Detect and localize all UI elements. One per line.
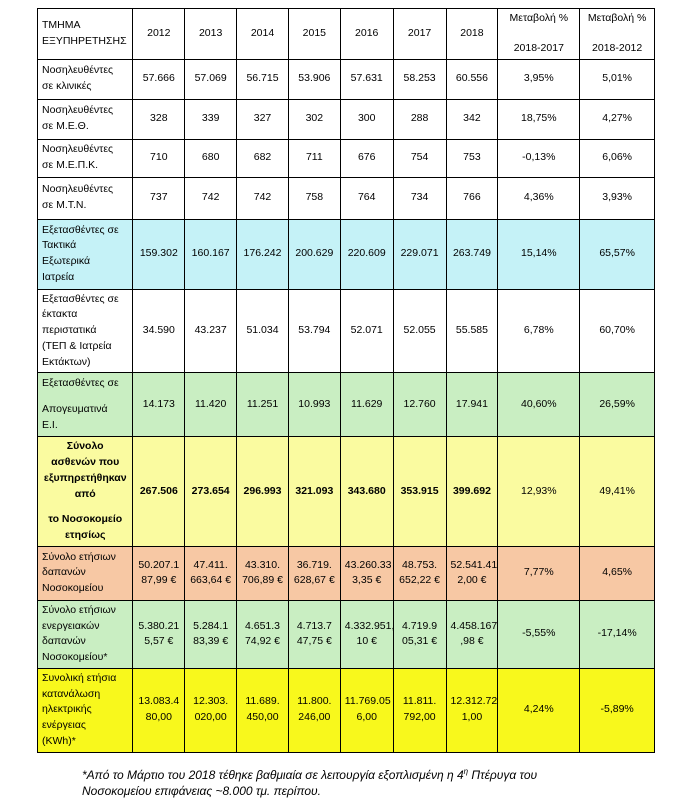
cell-value: 710 [133, 139, 185, 177]
cell-value: 159.302 [133, 219, 185, 289]
table-row [38, 437, 655, 547]
cell-change-2018-2012: 49,41% [580, 437, 655, 547]
cell-value: 343.680 [340, 437, 393, 547]
cell-value: 160.167 [185, 219, 237, 289]
table-row [38, 546, 655, 600]
cell-value: 4.332.951, 10 € [340, 600, 393, 668]
row-label: Νοσηλευθέντες σε Μ.Τ.Ν. [38, 177, 133, 219]
cell-value: 11.811. 792,00 [393, 668, 446, 752]
cell-value: 50.207.1 87,99 € [133, 546, 185, 600]
table-row [38, 289, 655, 373]
row-label: Συνολική ετήσια κατανάλωση ηλεκτρικής ενέργειας (KWh)* [38, 668, 133, 752]
cell-value: 300 [340, 99, 393, 139]
cell-value: 11.689. 450,00 [237, 668, 289, 752]
cell-value: 58.253 [393, 59, 446, 99]
row-label: Εξετασθέντες σε Απογευματινά Ε.Ι. [38, 373, 133, 437]
cell-value: 48.753. 652,22 € [393, 546, 446, 600]
header-year: 2016 [340, 9, 393, 60]
cell-change-2018-2017: 40,60% [498, 373, 580, 437]
cell-value: 55.585 [446, 289, 498, 373]
header-change-2018-2012: Μεταβολή % 2018-2012 [580, 9, 655, 60]
cell-value: 220.609 [340, 219, 393, 289]
cell-change-2018-2012: 4,65% [580, 546, 655, 600]
cell-value: 754 [393, 139, 446, 177]
cell-value: 764 [340, 177, 393, 219]
cell-value: 4.719.9 05,31 € [393, 600, 446, 668]
cell-value: 12.303. 020,00 [185, 668, 237, 752]
cell-value: 17.941 [446, 373, 498, 437]
cell-change-2018-2017: 6,78% [498, 289, 580, 373]
header-year: 2013 [185, 9, 237, 60]
cell-value: 342 [446, 99, 498, 139]
table-row [38, 219, 655, 289]
cell-value: 758 [288, 177, 340, 219]
header-change-2018-2017: Μεταβολή % 2018-2017 [498, 9, 580, 60]
cell-change-2018-2012: 3,93% [580, 177, 655, 219]
cell-value: 43.310. 706,89 € [237, 546, 289, 600]
cell-value: 273.654 [185, 437, 237, 547]
cell-value: 11.800. 246,00 [288, 668, 340, 752]
cell-value: 12.312.72 1,00 [446, 668, 498, 752]
cell-change-2018-2012: 6,06% [580, 139, 655, 177]
cell-change-2018-2012: -5,89% [580, 668, 655, 752]
cell-value: 263.749 [446, 219, 498, 289]
cell-value: 60.556 [446, 59, 498, 99]
cell-value: 34.590 [133, 289, 185, 373]
table-row [38, 177, 655, 219]
cell-change-2018-2012: 65,57% [580, 219, 655, 289]
cell-value: 742 [185, 177, 237, 219]
cell-value: 13.083.4 80,00 [133, 668, 185, 752]
cell-value: 43.237 [185, 289, 237, 373]
cell-change-2018-2017: -5,55% [498, 600, 580, 668]
cell-value: 53.906 [288, 59, 340, 99]
row-label: Σύνολο ασθενών που εξυπηρετήθηκαν από το Νοσοκομείο ετησίως [38, 437, 133, 547]
row-label: Νοσηλευθέντες σε Μ.Ε.Π.Κ. [38, 139, 133, 177]
row-label: Σύνολο ετήσιων ενεργειακών δαπανών Νοσοκομείου* [38, 600, 133, 668]
cell-value: 11.420 [185, 373, 237, 437]
cell-value: 43.260.33 3,35 € [340, 546, 393, 600]
cell-value: 11.769.05 6,00 [340, 668, 393, 752]
cell-change-2018-2017: 15,14% [498, 219, 580, 289]
cell-value: 4.713.7 47,75 € [288, 600, 340, 668]
cell-value: 766 [446, 177, 498, 219]
cell-value: 52.055 [393, 289, 446, 373]
cell-value: 57.069 [185, 59, 237, 99]
table-row [38, 600, 655, 668]
cell-value: 14.173 [133, 373, 185, 437]
row-label: Νοσηλευθέντες σε Μ.Ε.Θ. [38, 99, 133, 139]
header-year: 2017 [393, 9, 446, 60]
cell-value: 12.760 [393, 373, 446, 437]
cell-value: 11.251 [237, 373, 289, 437]
cell-value: 327 [237, 99, 289, 139]
row-label: Εξετασθέντες σε έκτακτα περιστατικά (ΤΕΠ & Ιατρεία Εκτάκτων) [38, 289, 133, 373]
cell-value: 52.541.41 2,00 € [446, 546, 498, 600]
cell-value: 56.715 [237, 59, 289, 99]
cell-change-2018-2012: 26,59% [580, 373, 655, 437]
cell-change-2018-2012: 60,70% [580, 289, 655, 373]
table-row [38, 373, 655, 437]
cell-value: 51.034 [237, 289, 289, 373]
cell-value: 53.794 [288, 289, 340, 373]
cell-value: 4.458.167 ,98 € [446, 600, 498, 668]
cell-value: 682 [237, 139, 289, 177]
cell-change-2018-2017: 3,95% [498, 59, 580, 99]
row-label: Σύνολο ετήσιων δαπανών Νοσοκομείου [38, 546, 133, 600]
cell-change-2018-2017: 7,77% [498, 546, 580, 600]
cell-value: 229.071 [393, 219, 446, 289]
cell-value: 742 [237, 177, 289, 219]
cell-value: 302 [288, 99, 340, 139]
header-row [38, 9, 655, 60]
cell-value: 176.242 [237, 219, 289, 289]
cell-change-2018-2017: 4,24% [498, 668, 580, 752]
cell-value: 353.915 [393, 437, 446, 547]
header-department: ΤΜΗΜΑ ΕΞΥΠΗΡΕΤΗΣΗΣ [38, 9, 133, 60]
table-row [38, 59, 655, 99]
header-year: 2018 [446, 9, 498, 60]
cell-value: 200.629 [288, 219, 340, 289]
cell-value: 711 [288, 139, 340, 177]
cell-value: 737 [133, 177, 185, 219]
header-year: 2012 [133, 9, 185, 60]
cell-value: 399.692 [446, 437, 498, 547]
header-year: 2015 [288, 9, 340, 60]
cell-value: 676 [340, 139, 393, 177]
cell-change-2018-2017: 18,75% [498, 99, 580, 139]
cell-change-2018-2012: 4,27% [580, 99, 655, 139]
cell-value: 36.719. 628,67 € [288, 546, 340, 600]
cell-value: 339 [185, 99, 237, 139]
cell-value: 10.993 [288, 373, 340, 437]
header-year: 2014 [237, 9, 289, 60]
row-label: Εξετασθέντες σε Τακτικά Εξωτερικά Ιατρεία [38, 219, 133, 289]
cell-value: 288 [393, 99, 446, 139]
cell-value: 267.506 [133, 437, 185, 547]
cell-value: 11.629 [340, 373, 393, 437]
cell-change-2018-2017: 4,36% [498, 177, 580, 219]
cell-change-2018-2012: -17,14% [580, 600, 655, 668]
table-row [38, 99, 655, 139]
statistics-table [37, 8, 655, 753]
cell-value: 321.093 [288, 437, 340, 547]
cell-change-2018-2017: 12,93% [498, 437, 580, 547]
row-label: Νοσηλευθέντες σε κλινικές [38, 59, 133, 99]
cell-value: 734 [393, 177, 446, 219]
cell-change-2018-2012: 5,01% [580, 59, 655, 99]
cell-value: 328 [133, 99, 185, 139]
cell-value: 57.666 [133, 59, 185, 99]
cell-value: 52.071 [340, 289, 393, 373]
cell-value: 57.631 [340, 59, 393, 99]
cell-change-2018-2017: -0,13% [498, 139, 580, 177]
cell-value: 753 [446, 139, 498, 177]
cell-value: 4.651.3 74,92 € [237, 600, 289, 668]
table-row [38, 668, 655, 752]
table-row [38, 139, 655, 177]
footnote: *Από το Μάρτιο του 2018 τέθηκε βαθμιαία σε λειτουργία εξοπλισμένη η $4^\eta$ Πτέρυγα του Νοσοκομείου επιφάνειας ~8.000 τμ. περίπου. [82, 767, 538, 799]
cell-value: 680 [185, 139, 237, 177]
cell-value: 47.411. 663,64 € [185, 546, 237, 600]
cell-value: 5.284.1 83,39 € [185, 600, 237, 668]
cell-value: 296.993 [237, 437, 289, 547]
cell-value: 5.380.21 5,57 € [133, 600, 185, 668]
